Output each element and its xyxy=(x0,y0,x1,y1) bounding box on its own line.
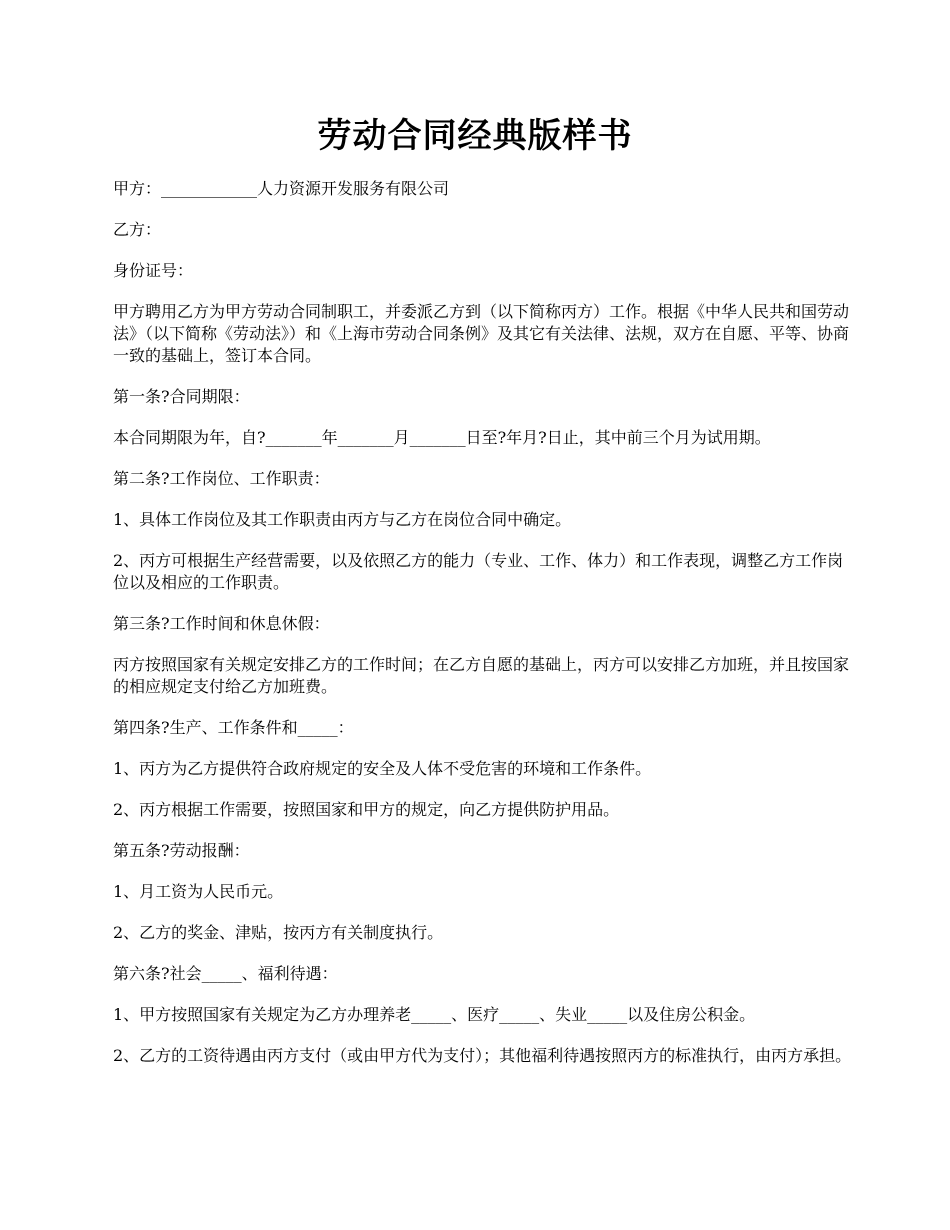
article-5-heading: 第五条?劳动报酬： xyxy=(113,841,250,860)
article-5-item-1: 1、月工资为人民币元。 xyxy=(113,882,284,901)
article-6-item-2: 2、乙方的工资待遇由丙方支付（或由甲方代为支付）；其他福利待遇按照丙方的标准执行，由丙方承担。 xyxy=(113,1046,852,1065)
article-1-heading: 第一条?合同期限： xyxy=(113,387,250,406)
article-1-text: 本合同期限为年，自?_______年_______月_______日至?年月?日止，其中前三个月为试用期。 xyxy=(113,428,771,447)
party-b-line: 乙方： xyxy=(113,220,162,239)
article-6-item-1: 1、甲方按照国家有关规定为乙方办理养老_____、医疗_____、失业_____以及住房公积金。 xyxy=(113,1005,756,1024)
document-title: 劳动合同经典版样书 xyxy=(317,116,633,156)
article-4-item-2: 2、丙方根据工作需要，按照国家和甲方的规定，向乙方提供防护用品。 xyxy=(113,800,620,819)
article-4-heading: 第四条?生产、工作条件和_____： xyxy=(113,718,354,737)
article-2-item-2: 2、丙方可根据生产经营需要，以及依照乙方的能力（专业、工作、体力）和工作表现，调整乙方工作岗位以及相应的工作职责。 xyxy=(113,551,844,592)
article-2-heading: 第二条?工作岗位、工作职责： xyxy=(113,469,330,488)
article-2-item-1: 1、具体工作岗位及其工作职责由丙方与乙方在岗位合同中确定。 xyxy=(113,510,572,529)
article-4-item-1: 1、丙方为乙方提供符合政府规定的安全及人体不受危害的环境和工作条件。 xyxy=(113,759,652,778)
article-3-text: 丙方按照国家有关规定安排乙方的工作时间；在乙方自愿的基础上，丙方可以安排乙方加班，并且按国家的相应规定支付给乙方加班费。 xyxy=(113,655,850,696)
preamble-paragraph: 甲方聘用乙方为甲方劳动合同制职工，并委派乙方到（以下简称丙方）工作。根据《中华人民共和国劳动法》（以下简称《劳动法》）和《上海市劳动合同条例》及其它有关法律、法规，双方在自愿、平等、协商一致的基础上，签订本合同。 xyxy=(113,302,850,365)
article-6-heading: 第六条?社会_____、福利待遇： xyxy=(113,964,338,983)
article-3-heading: 第三条?工作时间和休息休假： xyxy=(113,614,330,633)
party-a-line: 甲方：____________人力资源开发服务有限公司 xyxy=(113,179,450,198)
document-body xyxy=(113,178,853,1086)
id-number-line: 身份证号： xyxy=(113,261,194,280)
article-5-item-2: 2、乙方的奖金、津贴，按丙方有关制度执行。 xyxy=(113,923,444,942)
